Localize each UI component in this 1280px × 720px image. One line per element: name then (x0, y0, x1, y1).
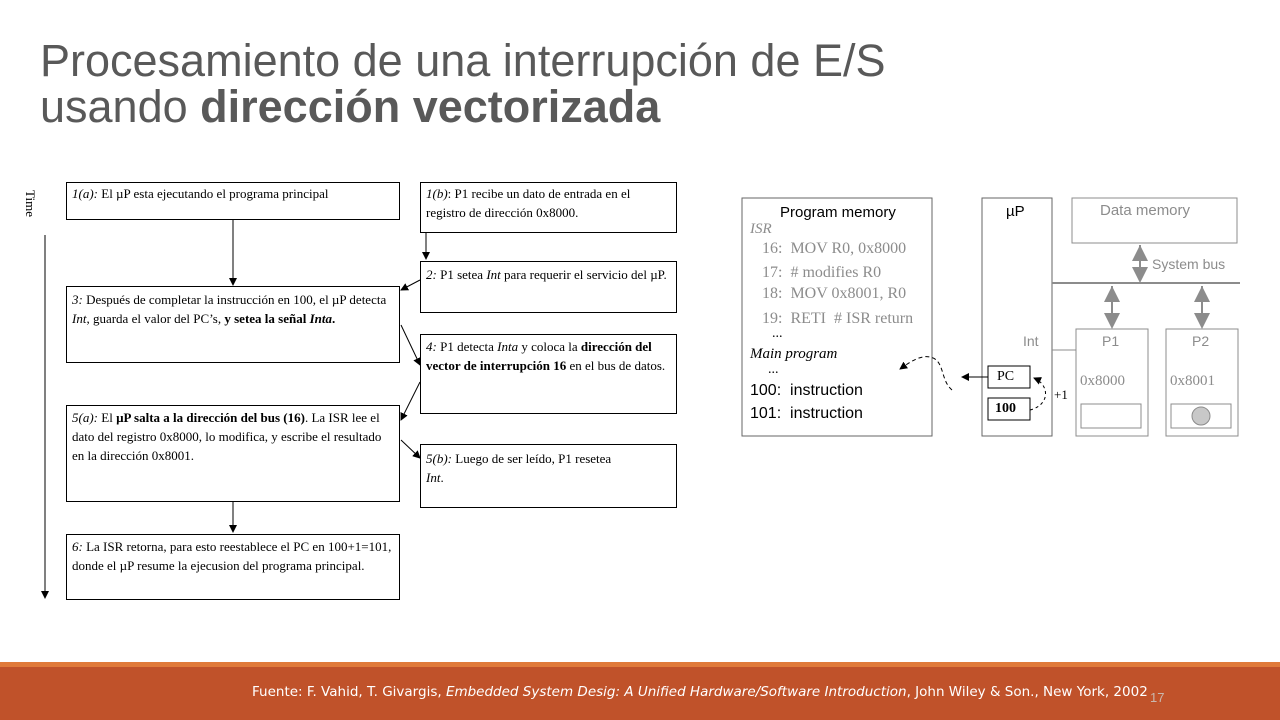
p1-name: P1 (1102, 333, 1120, 349)
step-3-box (66, 286, 400, 363)
system-bus-label: System bus (1152, 256, 1226, 272)
step-1b-text: : P1 recibe un dato de entrada en el registro de dirección 0x8000. (426, 186, 631, 220)
footer-source (252, 684, 1148, 700)
main-line-100: 100: instruction (750, 382, 863, 399)
step-2-int: Int (486, 267, 501, 282)
step-5a-text-a: El (98, 410, 117, 425)
step-4-text-b: y coloca la (518, 339, 581, 354)
pc-value: 100 (995, 401, 1016, 416)
arrow-3-to-4 (401, 325, 420, 365)
step-2-label: 2: (426, 267, 437, 282)
page-number: 17 (1150, 690, 1165, 705)
main-program-label: Main program (750, 346, 838, 362)
step-2-text-a: P1 setea (436, 267, 487, 282)
arrow-2-to-3 (401, 280, 420, 290)
step-3-bold: y setea la señal (224, 311, 310, 326)
step-4-text-c: en el bus de datos. (566, 358, 666, 373)
footer-book: Embedded System Desig: A Unified Hardware/Software Introduction (445, 684, 907, 700)
isr-line-16: 16: MOV R0, 0x8000 (762, 240, 907, 257)
isr-line-17: 17: # modifies R0 (762, 264, 882, 281)
program-memory-title: Program memory (780, 204, 896, 221)
step-6-label: 6: (72, 539, 83, 554)
arrow-5a-to-5b (401, 440, 420, 458)
p2-indicator (1192, 407, 1210, 425)
step-4-label: 4: (426, 339, 437, 354)
step-1a-box (66, 182, 400, 220)
step-6-box (66, 534, 400, 600)
p1-register (1081, 404, 1141, 428)
step-3-text-b: , guarda el valor del PC’s, (86, 311, 225, 326)
step-5a-label: 5(a): (72, 410, 98, 425)
step-5a-bold: µP salta a la dirección del bus (16) (116, 410, 305, 425)
step-3-end: . (332, 311, 336, 326)
step-4-bold: dirección del vector de interrupción 16 (426, 339, 652, 373)
step-3-inta: Inta (309, 311, 332, 326)
p1-address: 0x8000 (1080, 373, 1125, 389)
step-2-text-b: para requerir el servicio del µP. (500, 267, 667, 282)
int-label: Int (1023, 333, 1039, 349)
isr-line-18: 18: MOV 0x8001, R0 (762, 285, 907, 302)
isr-line-19: 19: RETI # ISR return (762, 310, 914, 327)
step-1b-box (420, 182, 677, 233)
step-5a-box (66, 405, 400, 502)
data-memory-label: Data memory (1100, 202, 1191, 219)
step-5b-label: 5(b): (426, 451, 452, 466)
title-line-2-normal: usando (40, 81, 201, 132)
step-6-text: La ISR retorna, para esto reestablece el PC en 100+1=101, donde el µP resume la ejecusion del programa principal. (72, 539, 392, 573)
isr-label: ISR (750, 221, 772, 237)
step-3-int: Int (72, 311, 87, 326)
step-4-inta: Inta (497, 339, 519, 354)
step-1a-label: 1(a): (72, 186, 98, 201)
plus-one-label: +1 (1054, 387, 1068, 402)
step-5b-box (420, 444, 677, 508)
step-3-text-a: Después de completar la instrucción en 100, el µP detecta (82, 292, 387, 307)
step-4-box (420, 334, 677, 414)
p2-name: P2 (1192, 333, 1210, 349)
title-line-2-bold: dirección vectorizada (200, 81, 661, 132)
step-4-text-a: P1 detecta (436, 339, 498, 354)
p2-address: 0x8001 (1170, 373, 1215, 389)
step-2-box (420, 261, 677, 313)
main-ellipsis: ... (768, 362, 779, 377)
main-line-101: 101: instruction (750, 405, 863, 422)
step-1b-label: 1(b) (426, 186, 448, 201)
pc-label: PC (997, 369, 1015, 384)
footer-suffix: , John Wiley & Son., New York, 2002 (906, 684, 1148, 700)
step-5b-text-a: Luego de ser leído, P1 resetea (452, 451, 612, 466)
footer-prefix: Fuente: F. Vahid, T. Givargis, (252, 684, 446, 700)
step-5b-int: Int (426, 470, 441, 485)
up-label: µP (1006, 203, 1025, 220)
title-line-1: Procesamiento de una interrupción de E/S (40, 35, 886, 86)
step-5b-text-b: . (440, 470, 444, 485)
timeline-label: Time (23, 190, 38, 217)
step-1a-text: El µP esta ejecutando el programa principal (98, 186, 329, 201)
arrow-4-to-5a (401, 382, 420, 420)
step-5a-text-b: . La ISR lee el dato del registro 0x8000, lo modifica, y escribe el resultado en la dirección 0x8001. (72, 410, 382, 463)
isr-ellipsis: ... (772, 326, 783, 341)
step-3-label: 3: (72, 292, 83, 307)
